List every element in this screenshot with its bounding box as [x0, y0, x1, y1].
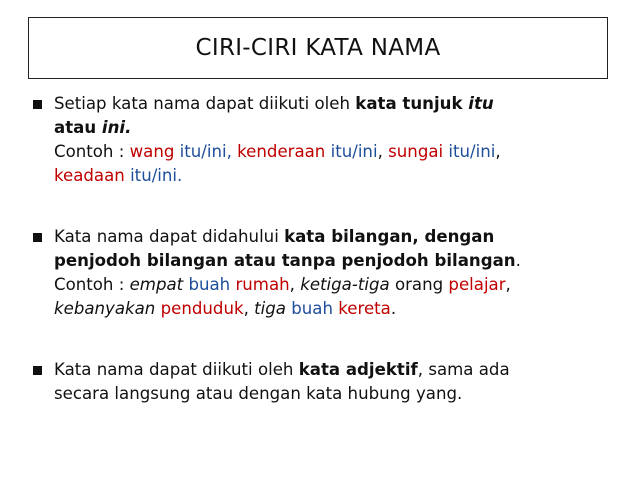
emphasis-text: kata tunjuk [355, 94, 469, 113]
slide-title: CIRI-CIRI KATA NAMA [195, 35, 441, 61]
bullet-1-example-line-2 [54, 164, 623, 188]
emphasis-text: ini. [101, 118, 132, 137]
bullet-2-line-1 [54, 225, 623, 249]
bullet-2-example-line-2 [54, 297, 623, 321]
noun-word: pelajar [448, 275, 506, 294]
text-segment: Kata nama dapat didahului [54, 227, 285, 246]
noun-word: keadaan [54, 166, 125, 185]
text-segment: secara langsung atau dengan kata hubung yang. [54, 384, 463, 403]
emphasis-text: atau [54, 118, 102, 137]
bullet-1-line-1 [54, 92, 623, 116]
noun-word: kenderaan [231, 142, 326, 161]
text-segment: . [390, 299, 397, 318]
demonstrative-word: itu/ini [325, 142, 378, 161]
bullet-item-2 [33, 225, 623, 321]
text-segment: , [505, 275, 511, 294]
text-segment: , [289, 275, 301, 294]
text-segment: , sama ada [417, 360, 510, 379]
bullet-2-line-2 [54, 249, 623, 273]
text-segment: orang [389, 275, 449, 294]
square-bullet-icon [33, 100, 42, 109]
demonstrative-word: itu/ini [443, 142, 496, 161]
emphasis-text: itu [468, 94, 494, 113]
example-label: Contoh : [54, 275, 130, 294]
number-word: tiga [254, 299, 286, 318]
bullet-1-example-line-1 [54, 140, 623, 164]
emphasis-text: kata adjektif [298, 360, 418, 379]
noun-word: penduduk [155, 299, 244, 318]
example-label: Contoh : [54, 142, 130, 161]
bullet-3-line-2 [54, 382, 623, 406]
emphasis-text: penjodoh bilangan atau tanpa penjodoh bilangan [54, 251, 516, 270]
text-segment: Kata nama dapat diikuti oleh [54, 360, 299, 379]
text-segment: Setiap kata nama dapat diikuti oleh [54, 94, 356, 113]
number-word: ketiga-tiga [300, 275, 390, 294]
text-segment: , [495, 142, 501, 161]
noun-word: wang [129, 142, 175, 161]
demonstrative-word: itu/ini, [174, 142, 232, 161]
bullet-item-1 [33, 92, 623, 188]
bullet-list [33, 92, 623, 406]
classifier-word: buah [183, 275, 231, 294]
text-segment: . [515, 251, 521, 270]
square-bullet-icon [33, 233, 42, 242]
square-bullet-icon [33, 366, 42, 375]
bullet-2-example-line-1 [54, 273, 623, 297]
text-segment: , [377, 142, 389, 161]
bullet-1-line-2 [54, 116, 623, 140]
noun-word: rumah [230, 275, 290, 294]
number-word: kebanyakan [54, 299, 156, 318]
number-word: empat [129, 275, 184, 294]
noun-word: kereta [332, 299, 391, 318]
text-segment: , [243, 299, 255, 318]
noun-word: sungai [388, 142, 444, 161]
classifier-word: buah [285, 299, 333, 318]
demonstrative-word: itu/ini. [124, 166, 183, 185]
bullet-item-3 [33, 358, 623, 406]
bullet-3-line-1 [54, 358, 623, 382]
emphasis-text: kata bilangan, dengan [284, 227, 495, 246]
title-box [28, 17, 608, 79]
